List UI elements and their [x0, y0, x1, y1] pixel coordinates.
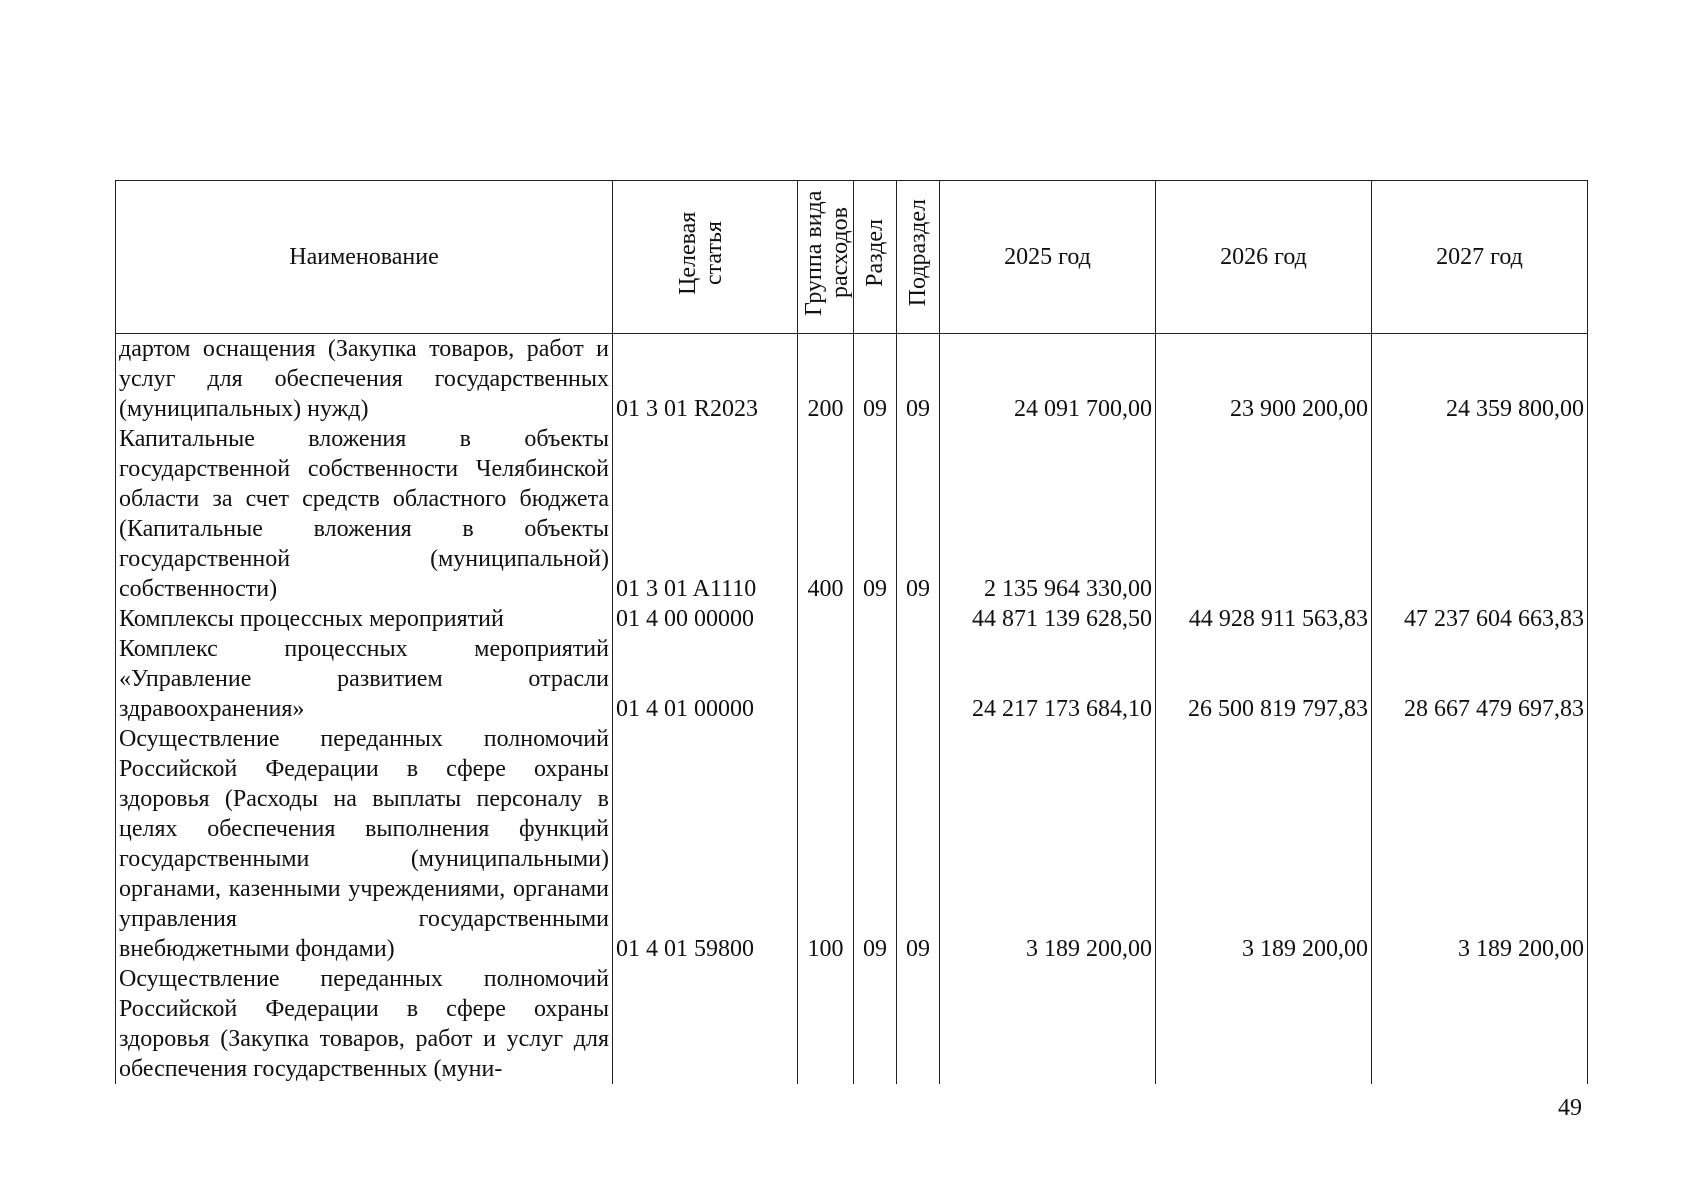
- header-subsection-label: Подраздел: [905, 199, 931, 307]
- row-group: 400: [798, 424, 854, 604]
- budget-table-container: [115, 180, 1587, 1084]
- row-code: [613, 964, 798, 1084]
- header-expense-group-label: Группа вида расходов: [801, 190, 853, 316]
- row-code: 01 4 01 00000: [613, 634, 798, 724]
- table-row: [116, 724, 1588, 964]
- row-amount-2025: [940, 964, 1156, 1084]
- row-amount-2027: [1372, 964, 1588, 1084]
- table-row: [116, 964, 1588, 1084]
- row-subsection: [897, 964, 940, 1084]
- row-group: 100: [798, 724, 854, 964]
- row-section: 09: [854, 334, 897, 425]
- table-row: [116, 604, 1588, 634]
- row-subsection: [897, 634, 940, 724]
- row-amount-2025: 24 217 173 684,10: [940, 634, 1156, 724]
- row-name: дартом оснащения (Закупка товаров, работ и услуг для обеспечения государственных (муниципальных) нужд): [116, 334, 613, 425]
- row-group: [798, 634, 854, 724]
- row-section: 09: [854, 424, 897, 604]
- table-row: [116, 634, 1588, 724]
- row-code: 01 3 01 R2023: [613, 334, 798, 425]
- row-section: [854, 964, 897, 1084]
- page-number: 49: [1558, 1095, 1582, 1121]
- row-name: Осуществление переданных полномочий Российской Федерации в сфере охраны здоровья (Расходы на выплаты персоналу в целях обеспечения выполнения функций государственными (муниципальными) органами, казенными учреждениями, органами управления государственными внебюджетными фондами): [116, 724, 613, 964]
- row-amount-2026: 3 189 200,00: [1156, 724, 1372, 964]
- header-section: [854, 181, 897, 334]
- row-section: 09: [854, 724, 897, 964]
- row-name: Комплексы процессных мероприятий: [116, 604, 613, 634]
- row-group: 200: [798, 334, 854, 425]
- header-name: Наименование: [116, 181, 613, 334]
- row-name: Капитальные вложения в объекты государственной собственности Челябинской области за счет средств областного бюджета (Капитальные вложения в объекты государственной (муниципальной) собственности): [116, 424, 613, 604]
- row-amount-2027: [1372, 424, 1588, 604]
- row-amount-2027: 28 667 479 697,83: [1372, 634, 1588, 724]
- row-code: 01 3 01 A1110: [613, 424, 798, 604]
- row-amount-2027: 47 237 604 663,83: [1372, 604, 1588, 634]
- table-header: [116, 181, 1588, 334]
- row-amount-2027: 3 189 200,00: [1372, 724, 1588, 964]
- row-amount-2026: 26 500 819 797,83: [1156, 634, 1372, 724]
- row-section: [854, 634, 897, 724]
- row-amount-2025: 3 189 200,00: [940, 724, 1156, 964]
- row-amount-2026: 44 928 911 563,83: [1156, 604, 1372, 634]
- header-target-article: [613, 181, 798, 334]
- row-amount-2027: 24 359 800,00: [1372, 334, 1588, 425]
- row-amount-2025: 44 871 139 628,50: [940, 604, 1156, 634]
- row-amount-2026: [1156, 964, 1372, 1084]
- table-body: [116, 334, 1588, 1085]
- row-code: 01 4 00 00000: [613, 604, 798, 634]
- row-subsection: [897, 604, 940, 634]
- row-code: 01 4 01 59800: [613, 724, 798, 964]
- budget-table: [115, 180, 1588, 1084]
- row-amount-2026: 23 900 200,00: [1156, 334, 1372, 425]
- row-name: Комплекс процессных мероприятий «Управление развитием отрасли здравоохранения»: [116, 634, 613, 724]
- row-subsection: 09: [897, 334, 940, 425]
- header-expense-group: [798, 181, 854, 334]
- row-subsection: 09: [897, 724, 940, 964]
- row-group: [798, 964, 854, 1084]
- header-target-article-label: Целевая статья: [675, 211, 727, 295]
- row-group: [798, 604, 854, 634]
- header-year-2025: 2025 год: [940, 181, 1156, 334]
- row-amount-2026: [1156, 424, 1372, 604]
- header-year-2027: 2027 год: [1372, 181, 1588, 334]
- row-subsection: 09: [897, 424, 940, 604]
- table-row: [116, 334, 1588, 425]
- header-section-label: Раздел: [862, 219, 888, 287]
- row-name: Осуществление переданных полномочий Российской Федерации в сфере охраны здоровья (Закупка товаров, работ и услуг для обеспечения государственных (муни-: [116, 964, 613, 1084]
- row-amount-2025: 24 091 700,00: [940, 334, 1156, 425]
- row-section: [854, 604, 897, 634]
- row-amount-2025: 2 135 964 330,00: [940, 424, 1156, 604]
- table-row: [116, 424, 1588, 604]
- header-year-2026: 2026 год: [1156, 181, 1372, 334]
- header-subsection: [897, 181, 940, 334]
